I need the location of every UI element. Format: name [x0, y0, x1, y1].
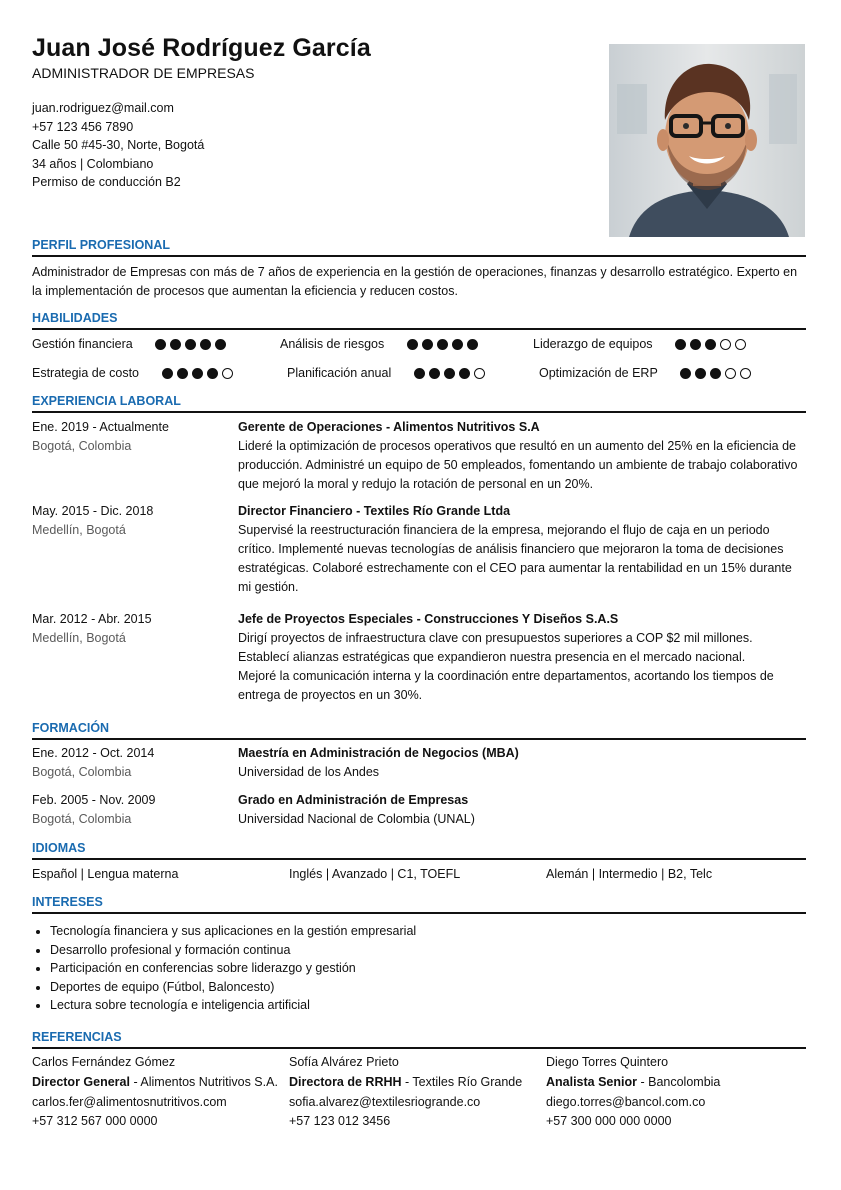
languages-heading: IDIOMAS [32, 841, 86, 855]
experience-description-line: mi gestión. [238, 580, 299, 594]
rating-dot-filled [705, 339, 716, 350]
profile-section [32, 237, 806, 301]
skill-rating [680, 364, 751, 382]
reference-name: Diego Torres Quintero [546, 1055, 669, 1069]
references-row [32, 1053, 806, 1133]
interest-item: • Participación en conferencias sobre liderazgo y gestión [50, 959, 806, 978]
rating-dot-filled [170, 339, 181, 350]
rating-dot-filled [155, 339, 166, 350]
education-school: Universidad Nacional de Colombia (UNAL) [238, 812, 475, 826]
experience-description-line: estratégicas. Colaboré estrechamente con el CEO para aumentar la rentabilidad en un 15% durante [238, 561, 792, 575]
resume-page [32, 0, 806, 1190]
education-school: Universidad de los Andes [238, 765, 380, 779]
rating-dot-filled [675, 339, 686, 350]
rating-dot-filled [680, 368, 691, 379]
reference-company: - Bancolombia [637, 1074, 721, 1089]
language-item: Inglés | Avanzado | C1, TOEFL [289, 867, 461, 881]
skills-row [32, 335, 806, 353]
language-item: Español | Lengua materna [32, 867, 179, 881]
reference-card [32, 1053, 282, 1132]
rating-dot-filled [695, 368, 706, 379]
reference-card [546, 1053, 796, 1132]
rating-dot-filled [177, 368, 188, 379]
rating-dot-filled [407, 339, 418, 350]
section-divider [32, 328, 806, 330]
rating-dot-filled [215, 339, 226, 350]
rating-dot-empty [474, 368, 485, 379]
candidate-name: Juan José Rodríguez García [32, 34, 371, 62]
reference-email[interactable]: sofia.alvarez@textilesriogrande.co [289, 1094, 481, 1109]
section-divider [32, 255, 806, 257]
skill-label: Análisis de riesgos [280, 337, 385, 351]
rating-dot-filled [422, 339, 433, 350]
reference-email[interactable]: diego.torres@bancol.com.co [546, 1094, 706, 1109]
experience-location: Bogotá, Colombia [32, 439, 132, 453]
section-divider [32, 411, 806, 413]
contact-address: Calle 50 #45-30, Norte, Bogotá [32, 138, 205, 152]
contact-driving-license: Permiso de conducción B2 [32, 175, 181, 189]
contact-email[interactable]: juan.rodriguez@mail.com [32, 101, 174, 115]
rating-dot-empty [725, 368, 736, 379]
skill-rating [675, 335, 746, 353]
skill-rating [414, 364, 485, 382]
profile-summary: Administrador de Empresas con más de 7 años de experiencia en la gestión de operaciones, finanzas y desarrollo estratégico. Experto en la implementación de procesos que aumentan la eficiencia y reducen costos. [32, 265, 798, 298]
languages-row [32, 865, 806, 883]
rating-dot-empty [735, 339, 746, 350]
section-divider [32, 1047, 806, 1049]
rating-dot-filled [414, 368, 425, 379]
rating-dot-filled [459, 368, 470, 379]
reference-role: Analista Senior [546, 1074, 637, 1089]
experience-role: Director Financiero - Textiles Río Grande Ltda [238, 504, 511, 518]
contact-phone[interactable]: +57 123 456 7890 [32, 119, 134, 134]
interests-section [32, 894, 806, 1015]
reference-position [32, 1073, 282, 1093]
rating-dot-empty [740, 368, 751, 379]
experience-dates: Mar. 2012 - Abr. 2015 [32, 612, 152, 626]
interest-item: • Tecnología financiera y sus aplicaciones en la gestión empresarial [50, 922, 806, 941]
reference-card [289, 1053, 539, 1132]
interests-heading: INTERESES [32, 895, 103, 909]
rating-dot-filled [429, 368, 440, 379]
experience-description-line: crítico. Implementé nuevas tecnologías de análisis financiero que mejoraron la toma de decisiones [238, 542, 784, 556]
skill-label: Planificación anual [287, 366, 392, 380]
interests-list [32, 922, 806, 1015]
experience-description-line: Lideré la optimización de procesos operativos que resultó en un aumento del 25% en la eficiencia de [238, 439, 796, 453]
rating-dot-filled [437, 339, 448, 350]
rating-dot-filled [200, 339, 211, 350]
experience-location: Medellín, Bogotá [32, 631, 126, 645]
rating-dot-filled [710, 368, 721, 379]
education-degree: Grado en Administración de Empresas [238, 793, 469, 807]
experience-location: Medellín, Bogotá [32, 523, 126, 537]
profile-photo [609, 44, 805, 237]
experience-dates: May. 2015 - Dic. 2018 [32, 504, 154, 518]
contact-age-nationality: 34 años | Colombiano [32, 156, 154, 171]
skill-label: Estrategia de costo [32, 366, 140, 380]
reference-name: Sofía Alvárez Prieto [289, 1055, 399, 1069]
reference-role: Director General [32, 1074, 130, 1089]
reference-role: Directora de RRHH [289, 1074, 402, 1089]
skills-heading: HABILIDADES [32, 311, 118, 325]
skill-rating [162, 364, 233, 382]
experience-dates: Ene. 2019 - Actualmente [32, 420, 169, 434]
reference-company: - Textiles Río Grande [401, 1074, 523, 1089]
candidate-title: ADMINISTRADOR DE EMPRESAS [32, 65, 255, 81]
rating-dot-filled [192, 368, 203, 379]
skill-label: Optimización de ERP [539, 366, 658, 380]
skills-row [32, 364, 806, 382]
profile-heading: PERFIL PROFESIONAL [32, 238, 170, 252]
rating-dot-filled [690, 339, 701, 350]
interest-item: • Desarrollo profesional y formación continua [50, 941, 806, 960]
experience-description-line: producción. Administré un equipo de 50 empleados, fomentando un ambiente de trabajo colaborativo [238, 458, 798, 472]
reference-position [546, 1073, 796, 1093]
rating-dot-empty [222, 368, 233, 379]
experience-description-line: Mejoré la comunicación interna y la coordinación entre departamentos, acortando los tiempos de [238, 669, 774, 683]
rating-dot-filled [444, 368, 455, 379]
skill-label: Liderazgo de equipos [533, 337, 653, 351]
references-heading: REFERENCIAS [32, 1030, 122, 1044]
interest-item: • Deportes de equipo (Fútbol, Baloncesto) [50, 978, 806, 997]
rating-dot-filled [162, 368, 173, 379]
experience-description-line: Dirigí proyectos de infraestructura clave con presupuestos superiores a COP $2 mil millones. [238, 631, 753, 645]
education-section [32, 720, 806, 740]
experience-description-line: Supervisé la reestructuración financiera de la empresa, mejorando el flujo de caja en un periodo [238, 523, 770, 537]
experience-role: Gerente de Operaciones - Alimentos Nutritivos S.A [238, 420, 540, 434]
education-location: Bogotá, Colombia [32, 812, 132, 826]
reference-phone[interactable]: +57 300 000 000 0000 [546, 1114, 672, 1129]
language-item: Alemán | Intermedio | B2, Telc [546, 867, 713, 881]
reference-phone[interactable]: +57 123 012 3456 [289, 1114, 391, 1129]
rating-dot-filled [452, 339, 463, 350]
reference-name: Carlos Fernández Gómez [32, 1055, 176, 1069]
education-heading: FORMACIÓN [32, 721, 110, 735]
skills-section [32, 310, 806, 330]
experience-description-line: entrega de proyectos en un 30%. [238, 688, 423, 702]
rating-dot-filled [207, 368, 218, 379]
experience-heading: EXPERIENCIA LABORAL [32, 394, 181, 408]
section-divider [32, 738, 806, 740]
reference-email[interactable]: carlos.fer@alimentosnutritivos.com [32, 1094, 227, 1109]
rating-dot-filled [185, 339, 196, 350]
rating-dot-empty [720, 339, 731, 350]
interest-item: • Lectura sobre tecnología e inteligencia artificial [50, 996, 806, 1015]
skill-label: Gestión financiera [32, 337, 133, 351]
education-location: Bogotá, Colombia [32, 765, 132, 779]
skill-rating [407, 335, 478, 353]
rating-dot-filled [467, 339, 478, 350]
experience-description-line: que mejoró la moral y redujo la rotación de personal en un 20%. [238, 477, 594, 491]
section-divider [32, 912, 806, 914]
experience-section [32, 393, 806, 413]
section-divider [32, 858, 806, 860]
languages-section [32, 840, 806, 860]
reference-position [289, 1073, 539, 1093]
contact-info [32, 99, 204, 192]
reference-company: - Alimentos Nutritivos S.A. [129, 1074, 278, 1089]
education-dates: Ene. 2012 - Oct. 2014 [32, 746, 155, 760]
experience-description-line: Establecí alianzas estratégicas que expandieron nuestra presencia en el mercado nacional. [238, 650, 746, 664]
experience-role: Jefe de Proyectos Especiales - Construcciones Y Diseños S.A.S [238, 612, 619, 626]
education-degree: Maestría en Administración de Negocios (MBA) [238, 746, 519, 760]
references-section [32, 1029, 806, 1049]
reference-phone[interactable]: +57 312 567 000 0000 [32, 1114, 158, 1129]
skill-rating [155, 335, 226, 353]
education-dates: Feb. 2005 - Nov. 2009 [32, 793, 156, 807]
